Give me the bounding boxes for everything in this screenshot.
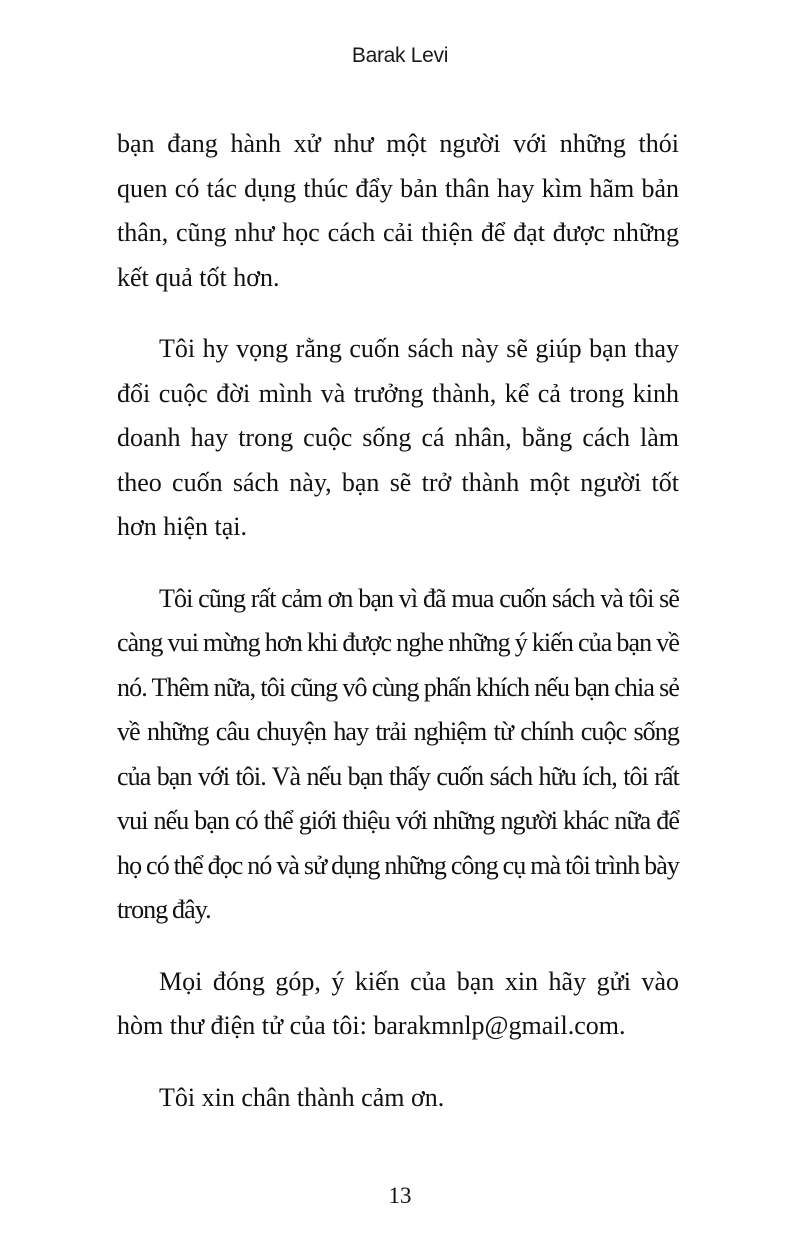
paragraph-contact: Mọi đóng góp, ý kiến của bạn xin hãy gửi vào hòm thư điện tử của tôi: barakmnlp@gmail.com. bbox=[117, 966, 679, 1040]
paragraph-hope: Tôi hy vọng rằng cuốn sách này sẽ giúp bạn thay đổi cuộc đời mình và trưởng thành, kể cả trong kinh doanh hay trong cuộc sống cá nhân, bằng cách làm theo cuốn sách này, bạn sẽ trở thành một người tốt hơn hiện tại. bbox=[117, 334, 679, 541]
running-header-author: Barak Levi bbox=[351, 44, 449, 67]
page-number: 13 bbox=[388, 1183, 412, 1208]
paragraph-thanks: Tôi cũng rất cảm ơn bạn vì đã mua cuốn sách và tôi sẽ càng vui mừng hơn khi được nghe những ý kiến của bạn về nó. Thêm nữa, tôi cũng vô cùng phấn khích nếu bạn chia sẻ về những câu chuyện hay trải nghiệm từ chính cuộc sống của bạn với tôi. Và nếu bạn thấy cuốn sách hữu ích, tôi rất vui nếu bạn có thể giới thiệu với những người khác nữa để họ có thể đọc nó và sử dụng những công cụ mà tôi trình bày trong đây. bbox=[117, 583, 679, 924]
paragraph-continued: bạn đang hành xử như một người với những thói quen có tác dụng thúc đẩy bản thân hay kìm hãm bản thân, cũng như học cách cải thiện để đạt được những kết quả tốt hơn. bbox=[117, 129, 679, 292]
paragraph-closing: Tôi xin chân thành cảm ơn. bbox=[159, 1082, 445, 1112]
body-text bbox=[117, 122, 679, 1120]
